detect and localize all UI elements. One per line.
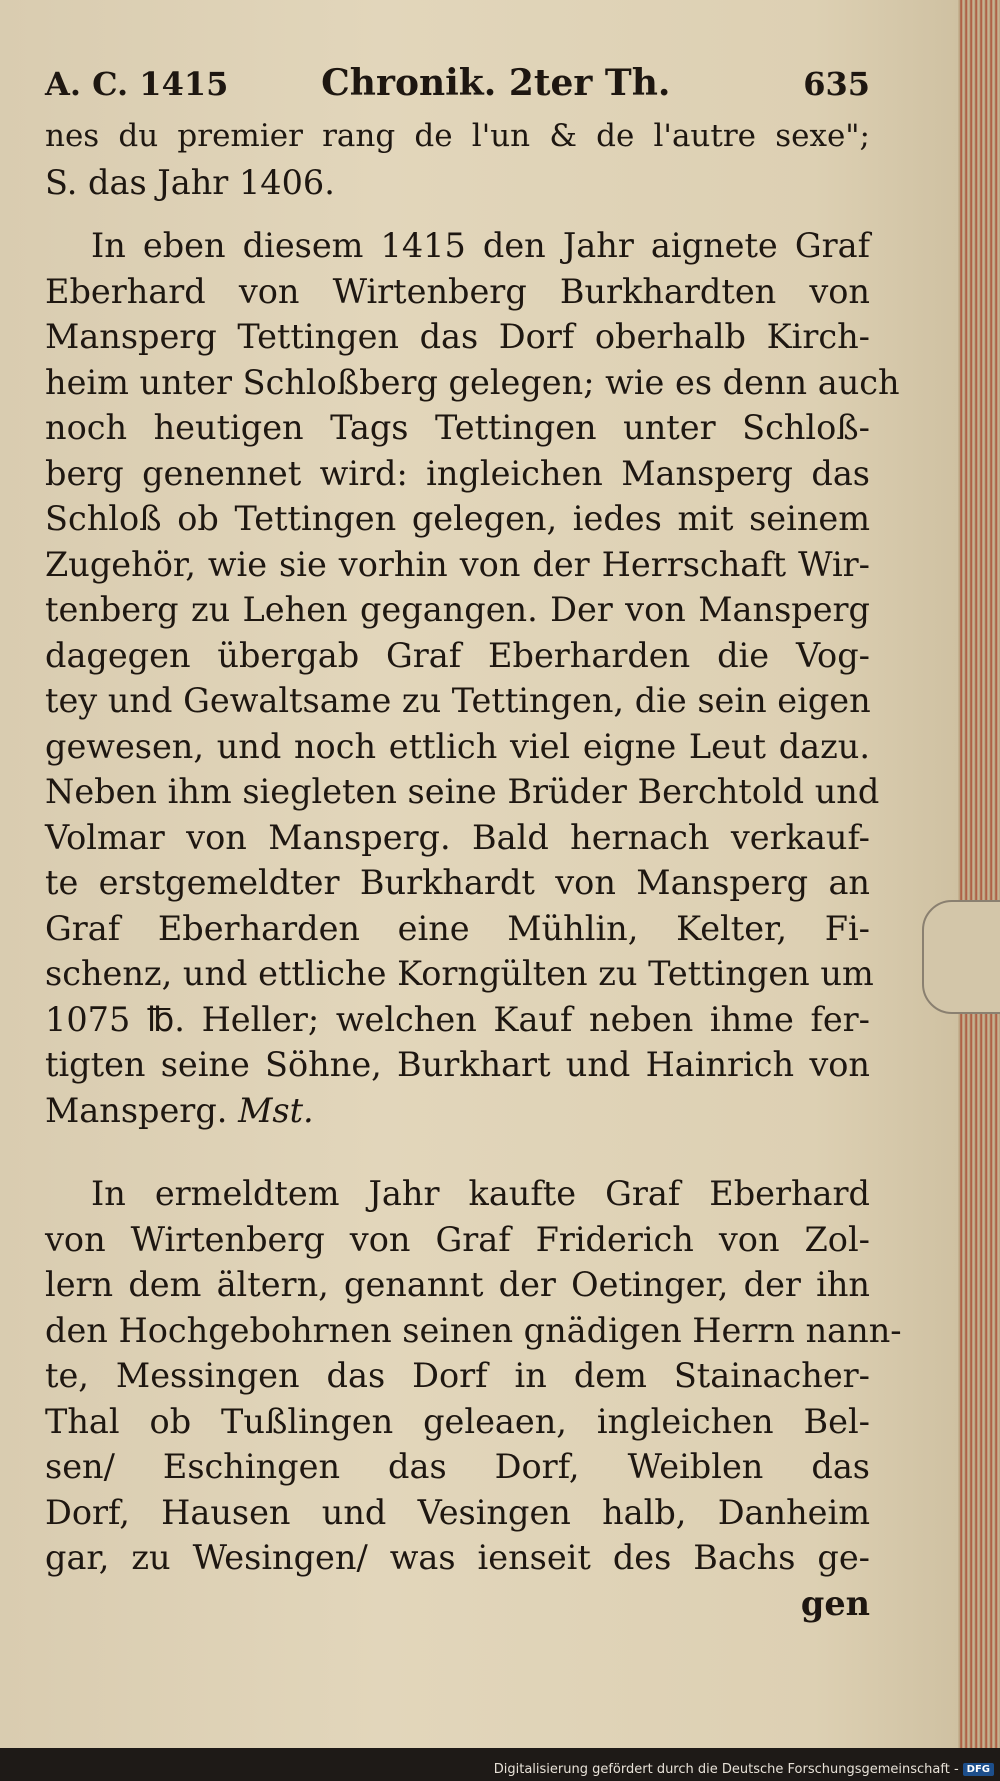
text-line: noch heutigen Tags Tettingen unter Schloß-	[45, 408, 870, 447]
text-line: Zugehör, wie sie vorhin von der Herrschaft Wir-	[45, 544, 870, 584]
text-line: Mansperg Tettingen das Dorf oberhalb Kirch-	[45, 317, 870, 356]
text-line: In eben diesem 1415 den Jahr aignete Graf	[91, 226, 870, 265]
text-line: den Hochgebohrnen seinen gnädigen Herrn nann-	[45, 1310, 902, 1350]
text-line: tenberg zu Lehen gegangen. Der von Mansperg	[45, 590, 870, 629]
footer-bar	[0, 1748, 1000, 1781]
text-line: In ermeldtem Jahr kaufte Graf Eberhard	[91, 1174, 870, 1213]
paragraph-2	[45, 223, 900, 1133]
page-text	[45, 62, 902, 1626]
header-year: A. C. 1415	[45, 65, 229, 103]
text-line: Dorf, Hausen und Vesingen halb, Danheim	[45, 1492, 870, 1532]
page-number: 635	[803, 65, 870, 103]
dfg-logo-icon: DFG	[963, 1763, 994, 1776]
text-line: Neben ihm siegleten seine Brüder Berchtold und	[45, 772, 880, 811]
text-line: Thal ob Tußlingen geleaen, ingleichen Bel-	[45, 1401, 870, 1441]
text-line: schenz, und ettliche Korngülten zu Tettingen um	[45, 954, 874, 993]
text-line: te erstgemeldter Burkhardt von Mansperg an	[45, 863, 870, 902]
text-line: berg genennet wird: ingleichen Mansperg das	[45, 453, 870, 493]
text-line: tigten seine Söhne, Burkhart und Hainrich von	[45, 1045, 870, 1084]
text-line: Mansperg.	[45, 1090, 228, 1130]
source-note: Mst.	[238, 1090, 314, 1130]
running-header	[45, 62, 870, 114]
footer-text: Digitalisierung gefördert durch die Deutsche Forschungsgemeinschaft -	[493, 1762, 959, 1777]
text-line: gar, zu Wesingen/ was ienseit des Bachs ge-	[45, 1538, 870, 1577]
text-line-final	[45, 1088, 870, 1134]
text-line: lern dem ältern, genannt der Oetinger, der ihn	[45, 1265, 870, 1304]
bookmark-tab	[922, 900, 1000, 1014]
text-line: dagegen übergab Graf Eberharden die Vog-	[45, 635, 870, 675]
paragraph-3	[45, 1171, 902, 1581]
text-line: von Wirtenberg von Graf Friderich von Zol-	[45, 1219, 870, 1259]
header-title: Chronik. 2ter Th.	[321, 62, 671, 104]
text-line: te, Messingen das Dorf in dem Stainacher-	[45, 1356, 870, 1395]
text-line: Eberhard von Wirtenberg Burkhardten von	[45, 271, 870, 311]
text-line: Volmar von Mansperg. Bald hernach verkauf-	[45, 817, 870, 857]
footer-note	[494, 1762, 994, 1777]
text-line: sen/ Eschingen das Dorf, Weiblen das	[45, 1447, 870, 1486]
text-line: S. das Jahr 1406.	[45, 162, 335, 202]
text-line: Graf Eberharden eine Mühlin, Kelter, Fi-	[45, 908, 870, 948]
text-line: gewesen, und noch ettlich viel eigne Leut dazu.	[45, 726, 870, 766]
text-line: tey und Gewaltsame zu Tettingen, die sein eigen	[45, 681, 871, 720]
text-line: 1075 ℔. Heller; welchen Kauf neben ihme fer-	[45, 999, 870, 1039]
text-line: heim unter Schloßberg gelegen; wie es denn auch	[45, 362, 900, 402]
text-line: Schloß ob Tettingen gelegen, iedes mit seinem	[45, 499, 870, 538]
page-edge	[958, 0, 1000, 1748]
catchword: gen	[800, 1583, 870, 1623]
text-line: nes du premier rang de l'un & de l'autre sexe";	[45, 118, 870, 154]
paragraph-1	[45, 114, 870, 205]
